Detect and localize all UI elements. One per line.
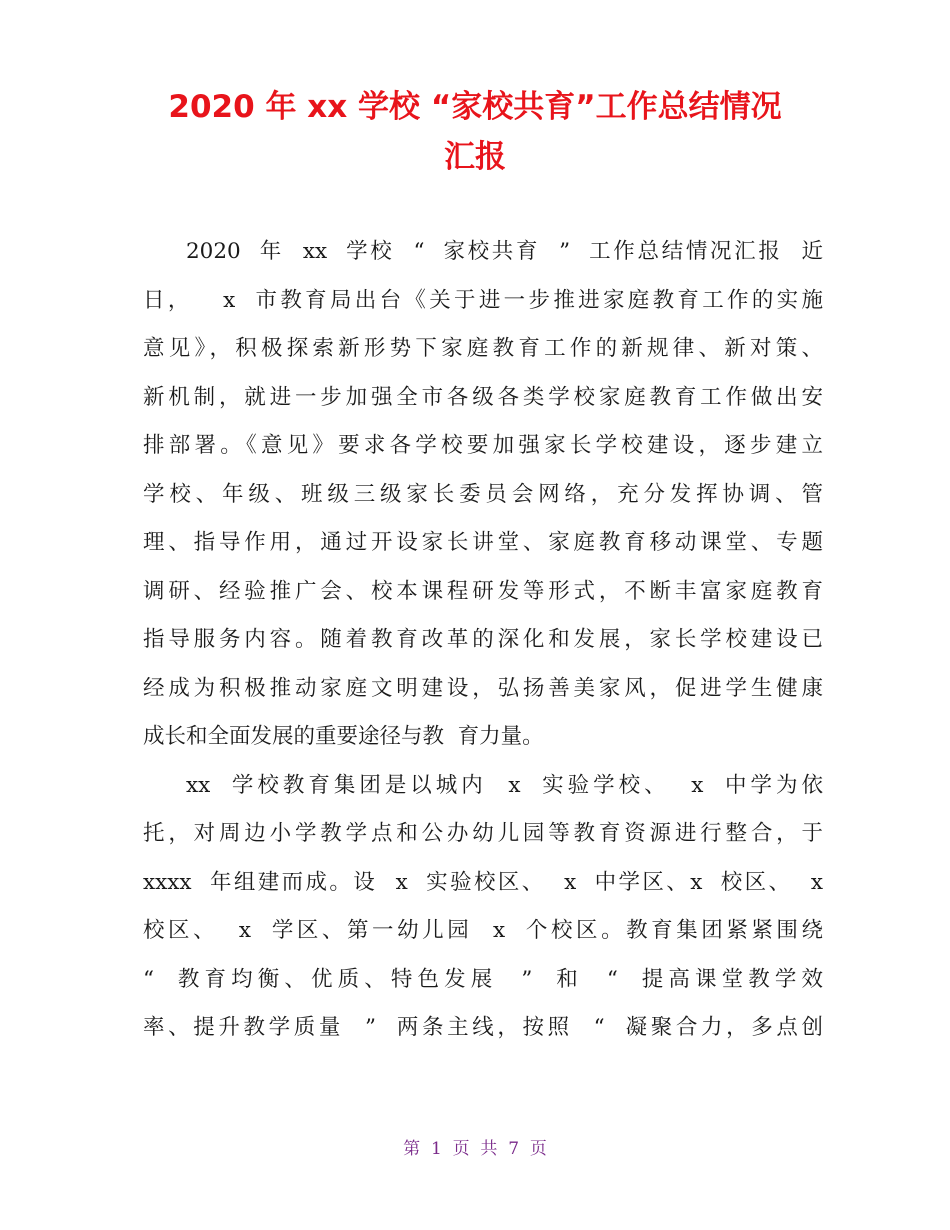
title-line-1: 2020 年 xx 学校 “家校共育”工作总结情况 bbox=[168, 89, 782, 125]
paragraph-1-line: 日， x 市教育局出台《关于进一步推进家庭教育工作的实施 bbox=[143, 287, 823, 313]
paragraph-2-line: 校区、 x 学区、第一幼儿园 x 个校区。教育集团紧紧围绕 bbox=[143, 918, 823, 943]
paragraph-2-line: 托，对周边小学教学点和公办幼儿园等教育资源进行整合，于 bbox=[143, 821, 823, 846]
paragraph-1-line: 指导服务内容。随着教育改革的深化和发展，家长学校建设已 bbox=[143, 627, 823, 652]
paragraph-1-line: 成长和全面发展的重要途径与教 育力量。 bbox=[143, 724, 544, 749]
paragraph-1-line: 经成为积极推动家庭文明建设，弘扬善美家风，促进学生健康 bbox=[143, 675, 823, 701]
paragraph-2-line: “ 教育均衡、优质、特色发展 ” 和 “ 提高课堂教学效 bbox=[143, 966, 823, 992]
document-title bbox=[120, 82, 830, 182]
paragraph-2-line: xx 学校教育集团是以城内 x 实验学校、 x 中学为依 bbox=[186, 772, 823, 798]
paragraph-1-line: 调研、经验推广会、校本课程研发等形式，不断丰富家庭教育 bbox=[143, 578, 823, 604]
paragraph-1-line: 排部署。《意见》要求各学校要加强家长学校建设，逐步建立 bbox=[143, 433, 823, 458]
page-number-footer: 第 1 页 共 7 页 bbox=[403, 1139, 547, 1159]
paragraph-1-line: 意见》，积极探索新形势下家庭教育工作的新规律、新对策、 bbox=[143, 336, 823, 361]
paragraph-1-line: 理、指导作用，通过开设家长讲堂、家庭教育移动课堂、专题 bbox=[143, 530, 823, 555]
document-body bbox=[143, 228, 823, 1053]
title-line-2: 汇报 bbox=[444, 139, 506, 175]
paragraph-1-line: 新机制，就进一步加强全市各级各类学校家庭教育工作做出安 bbox=[143, 384, 823, 410]
paragraph-1-line: 2020 年 xx 学校 “ 家校共育 ” 工作总结情况汇报 近 bbox=[186, 239, 823, 264]
paragraph-2-line: xxxx 年组建而成。设 x 实验校区、 x 中学区、x 校区、 x bbox=[143, 869, 823, 895]
paragraph-1-line: 学校、年级、班级三级家长委员会网络，充分发挥协调、管 bbox=[143, 481, 823, 507]
paragraph-2-line: 率、提升教学质量 ” 两条主线，按照 “ 凝聚合力，多点创 bbox=[143, 1015, 823, 1040]
